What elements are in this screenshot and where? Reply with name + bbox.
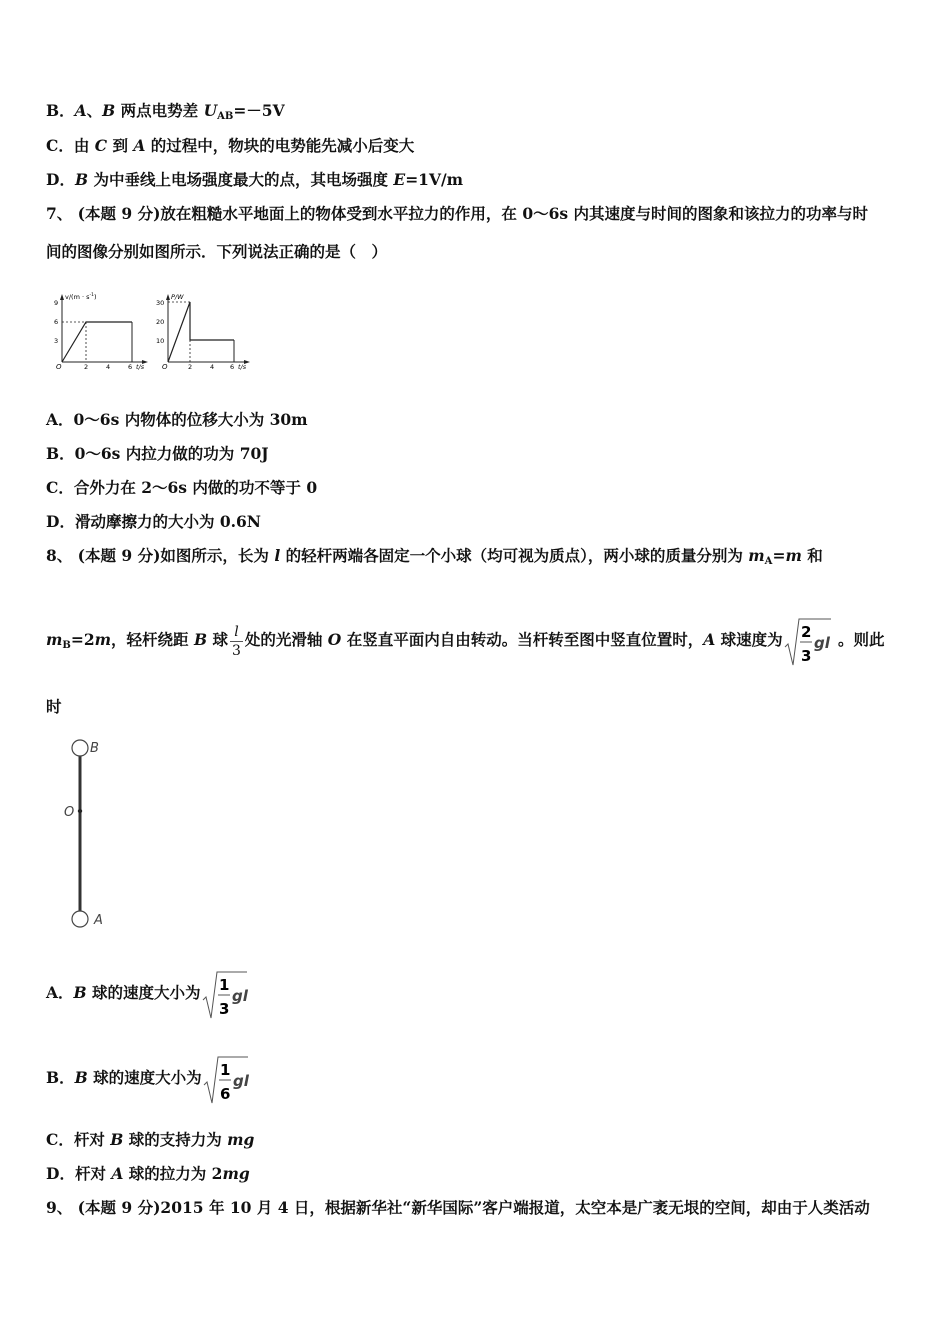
v-t-xtick-6: 6	[128, 363, 133, 371]
v-t-y-label: $v/(m \cdot s^{-1})$	[65, 293, 97, 301]
p-t-y-label: P/W	[171, 293, 184, 301]
p-t-origin: O	[162, 363, 168, 371]
q9-stem-line1: 9、 (本题 9 分)2015 年 10 月 4 日，根据新华社“新华国际”客户端报道，太空本是广袤无垠的空间，却由于人类活动	[46, 1198, 870, 1217]
p-t-xtick-4: 4	[210, 363, 215, 371]
svg-text:2: 2	[800, 623, 812, 641]
p-t-ytick-30: 30	[156, 299, 165, 307]
q8-option-b: B．B 球的速度大小为 1 6 gl	[46, 1048, 250, 1108]
v-t-xtick-2: 2	[84, 363, 89, 371]
v-t-graph	[54, 292, 148, 371]
q8-stem-line1: 8、 (本题 9 分)如图所示，长为 l 的轻杆两端各固定一个小球（均可视为质点），两小球的质量分别为 $m_A=m$ 和	[46, 546, 823, 567]
p-t-xtick-6: 6	[230, 363, 235, 371]
svg-text:6: 6	[219, 1085, 231, 1103]
q7-stem-line1: 7、 (本题 9 分)放在粗糙水平地面上的物体受到水平拉力的作用，在 0～6s 内其速度与时间的图象和该拉力的功率与时	[46, 204, 869, 223]
sqrt-two-thirds-gl	[783, 611, 833, 671]
svg-text:1: 1	[218, 976, 229, 994]
q8-stem-line3: 时	[46, 697, 62, 716]
svg-text:gl: gl	[813, 634, 830, 652]
svg-text:gl: gl	[232, 1072, 249, 1090]
q7-option-d: D．滑动摩擦力的大小为 0.6N	[46, 512, 261, 531]
v-t-curve	[62, 322, 132, 362]
p-t-curve	[168, 302, 234, 362]
q6-option-d: D．B 为中垂线上电场强度最大的点，其电场强度 E=1V/m	[46, 170, 464, 189]
q6-option-b: B．A、B 两点电势差 $U_{AB}=-5V$	[46, 101, 285, 122]
p-t-x-label: t/s	[238, 363, 247, 371]
p-t-ytick-10: 10	[156, 337, 165, 345]
q7-stem-line2: 间的图像分别如图所示．下列说法正确的是（ ）	[46, 242, 388, 261]
sqrt-one-third-gl	[201, 964, 249, 1024]
q8-option-a: A．B 球的速度大小为 1 3 gl	[46, 963, 249, 1023]
p-t-ytick-20: 20	[156, 318, 165, 326]
q7-option-b: B．0～6s 内拉力做的功为 70J	[46, 444, 269, 463]
sqrt-one-sixth-gl	[202, 1049, 250, 1109]
q8-option-c: C．杆对 B 球的支持力为 mg	[46, 1130, 255, 1149]
v-t-y-arrow	[60, 294, 64, 300]
p-t-graph	[156, 293, 250, 371]
v-t-ytick-9: 9	[54, 299, 59, 307]
label-o: O	[64, 805, 75, 820]
v-t-ytick-6: 6	[54, 318, 59, 326]
p-t-y-arrow	[166, 294, 170, 300]
q7-option-a: A．0～6s 内物体的位移大小为 30m	[46, 410, 308, 429]
ball-a	[72, 911, 88, 927]
label-a: A	[94, 913, 103, 928]
p-t-xtick-2: 2	[188, 363, 193, 371]
q8-stem-line2: $m_B=2m$，轻杆绕距 B 球 $\frac{l}{3}$ 处的光滑轴 O 在竖直平面内自由转动。当杆转至图中竖直位置时，A 球速度为 2 3 gl 。则此	[46, 610, 885, 670]
q8-rod-figure	[56, 736, 116, 932]
q6-option-c: C．由 C 到 A 的过程中，物块的电势能先减小后变大	[46, 136, 415, 155]
pivot-o	[78, 809, 82, 813]
q7-option-c: C．合外力在 2～6s 内做的功不等于 0	[46, 478, 318, 497]
v-t-x-label: t/s	[136, 363, 145, 371]
v-t-ytick-3: 3	[54, 337, 59, 345]
v-t-origin: O	[56, 363, 62, 371]
label-b: B	[90, 741, 99, 756]
svg-text:1: 1	[219, 1061, 231, 1079]
q8-option-d: D．杆对 A 球的拉力为 2mg	[46, 1164, 250, 1183]
svg-text:3: 3	[800, 647, 812, 665]
svg-text:3: 3	[218, 1000, 229, 1018]
fraction-l-over-3: $\frac{l}{3}$	[231, 623, 241, 659]
v-t-xtick-4: 4	[106, 363, 111, 371]
svg-text:gl: gl	[231, 987, 248, 1005]
ball-b	[72, 740, 88, 756]
q7-graphs	[50, 290, 260, 375]
